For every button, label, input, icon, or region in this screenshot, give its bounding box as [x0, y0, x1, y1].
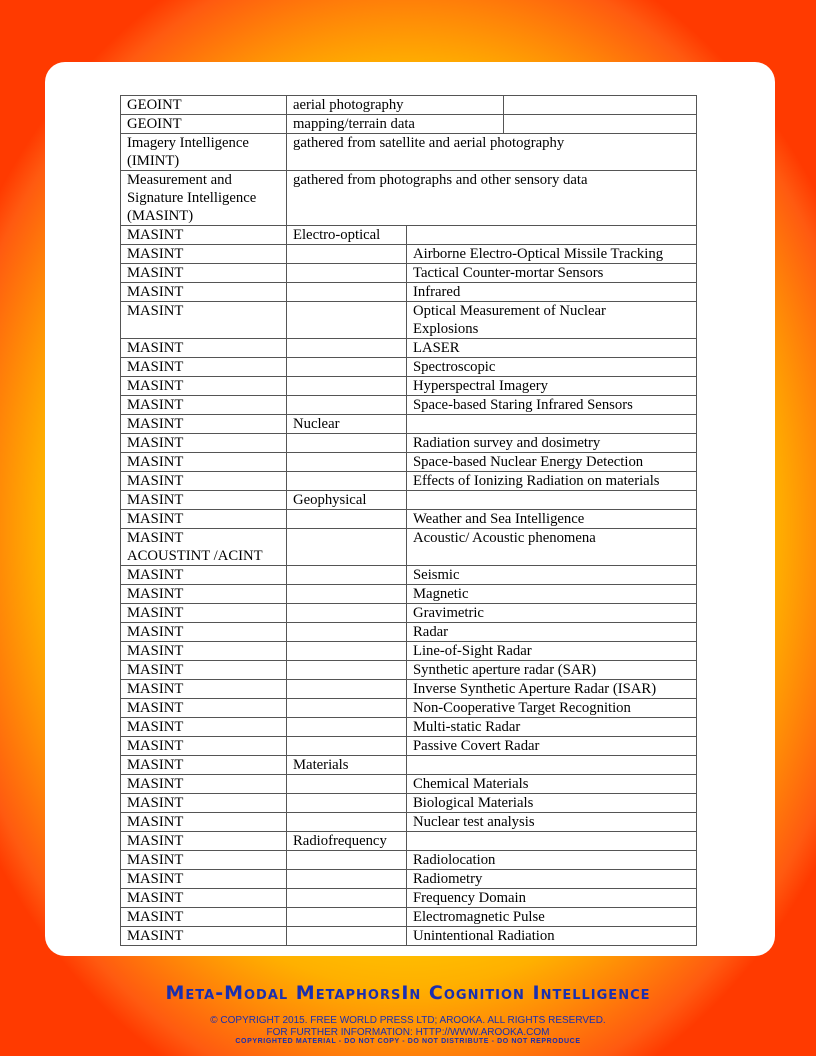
cell-text-line: Explosions — [413, 321, 479, 337]
table-cell-c1 — [121, 491, 287, 510]
table-row — [121, 642, 697, 661]
cell-text-line: Radar — [413, 624, 449, 640]
table-cell-c1 — [121, 604, 287, 623]
table-cell-c1 — [121, 245, 287, 264]
table-cell-c2 — [287, 510, 407, 529]
table-cell-c1 — [121, 718, 287, 737]
cell-text-line: Acoustic/ Acoustic phenomena — [413, 530, 596, 546]
cell-text-line: MASINT — [127, 586, 184, 602]
cell-text-line: Infrared — [413, 284, 461, 300]
table-row — [121, 529, 697, 566]
table-cell-c3 — [407, 283, 697, 302]
table-cell-c3 — [407, 623, 697, 642]
table-cell-c1 — [121, 134, 287, 171]
table-cell-c1 — [121, 339, 287, 358]
table-row — [121, 870, 697, 889]
table-row — [121, 908, 697, 927]
table-cell-c3 — [407, 510, 697, 529]
cell-text-line: Passive Covert Radar — [413, 738, 540, 754]
table-row — [121, 832, 697, 851]
cell-text-line: Nuclear — [293, 416, 340, 432]
table-row — [121, 283, 697, 302]
table-cell-c2 — [287, 171, 697, 226]
cell-text-line: Spectroscopic — [413, 359, 496, 375]
table-cell-c2 — [287, 927, 407, 946]
cell-text-line: MASINT — [127, 833, 184, 849]
table-cell-c2 — [287, 756, 407, 775]
cell-text-line: Gravimetric — [413, 605, 484, 621]
table-cell-c3 — [407, 415, 697, 434]
table-row — [121, 415, 697, 434]
table-cell-c1 — [121, 96, 287, 115]
table-cell-c2 — [287, 585, 407, 604]
cell-text-line: Radiofrequency — [293, 833, 387, 849]
cell-text-line: Materials — [293, 757, 349, 773]
table-row — [121, 491, 697, 510]
table-cell-c2 — [287, 115, 504, 134]
table-cell-c3 — [407, 832, 697, 851]
cell-text-line: MASINT — [127, 530, 184, 546]
table-cell-c3 — [407, 889, 697, 908]
cell-text-line: MASINT — [127, 284, 184, 300]
cell-text-line: MASINT — [127, 624, 184, 640]
table-cell-c1 — [121, 623, 287, 642]
page-card — [45, 62, 775, 956]
table-cell-c1 — [121, 396, 287, 415]
table-cell-c1 — [121, 680, 287, 699]
cell-text-line: gathered from photographs and other sensory data — [293, 172, 588, 188]
table-cell-c1 — [121, 889, 287, 908]
table-cell-c1 — [121, 870, 287, 889]
table-row — [121, 377, 697, 396]
cell-text-line: (MASINT) — [127, 208, 194, 224]
table-row — [121, 851, 697, 870]
intelligence-table — [120, 95, 697, 946]
table-cell-c2 — [287, 339, 407, 358]
cell-text-line: Multi-static Radar — [413, 719, 521, 735]
cell-text-line: MASINT — [127, 814, 184, 830]
table-cell-c3 — [407, 699, 697, 718]
cell-text-line: Hyperspectral Imagery — [413, 378, 548, 394]
cell-text-line: ACOUSTINT /ACINT — [127, 548, 263, 564]
table-row — [121, 358, 697, 377]
table-cell-c1 — [121, 813, 287, 832]
cell-text-line: Biological Materials — [413, 795, 534, 811]
footer-info-link: FOR FURTHER INFORMATION: HTTP://WWW.AROOKA.COM — [266, 1027, 550, 1038]
table-cell-c1 — [121, 794, 287, 813]
table-cell-c3 — [407, 264, 697, 283]
cell-text-line: MASINT — [127, 435, 184, 451]
cell-text-line: MASINT — [127, 303, 184, 319]
table-cell-c2 — [287, 794, 407, 813]
cell-text-line: Imagery Intelligence — [127, 135, 249, 151]
table-cell-c2 — [287, 302, 407, 339]
table-cell-c2 — [287, 491, 407, 510]
table-cell-c2 — [287, 718, 407, 737]
cell-text-line: mapping/terrain data — [293, 116, 415, 132]
table-cell-c1 — [121, 585, 287, 604]
table-cell-c1 — [121, 756, 287, 775]
cell-text-line: MASINT — [127, 890, 184, 906]
table-row — [121, 115, 697, 134]
table-row — [121, 585, 697, 604]
table-cell-c3 — [407, 718, 697, 737]
table-cell-c1 — [121, 908, 287, 927]
cell-text-line: Space-based Staring Infrared Sensors — [413, 397, 633, 413]
table-cell-c1 — [121, 472, 287, 491]
footer-notice: COPYRIGHTED MATERIAL - DO NOT COPY - DO NOT DISTRIBUTE - DO NOT REPRODUCE — [235, 1038, 581, 1045]
cell-text-line: MASINT — [127, 397, 184, 413]
table-cell-c2 — [287, 226, 407, 245]
cell-text-line: MASINT — [127, 757, 184, 773]
table-cell-c3 — [407, 245, 697, 264]
cell-text-line: Electromagnetic Pulse — [413, 909, 545, 925]
table-cell-c2 — [287, 870, 407, 889]
table-cell-c1 — [121, 358, 287, 377]
table-cell-c2 — [287, 358, 407, 377]
table-cell-c1 — [121, 699, 287, 718]
cell-text-line: Line-of-Sight Radar — [413, 643, 532, 659]
table-row — [121, 245, 697, 264]
cell-text-line: Radiometry — [413, 871, 483, 887]
table-row — [121, 604, 697, 623]
cell-text-line: Effects of Ionizing Radiation on materials — [413, 473, 660, 489]
cell-text-line: MASINT — [127, 681, 184, 697]
table-row — [121, 737, 697, 756]
table-cell-c2 — [287, 851, 407, 870]
table-cell-c2 — [287, 661, 407, 680]
cell-text-line: Weather and Sea Intelligence — [413, 511, 585, 527]
cell-text-line: Frequency Domain — [413, 890, 526, 906]
cell-text-line: MASINT — [127, 359, 184, 375]
table-cell-c1 — [121, 264, 287, 283]
table-row — [121, 302, 697, 339]
cell-text-line: Non-Cooperative Target Recognition — [413, 700, 631, 716]
table-cell-c2 — [287, 134, 697, 171]
table-cell-c3 — [407, 434, 697, 453]
table-cell-c2 — [287, 245, 407, 264]
cell-text-line: LASER — [413, 340, 460, 356]
table-row — [121, 680, 697, 699]
table-row — [121, 264, 697, 283]
table-cell-c2 — [287, 623, 407, 642]
table-cell-c1 — [121, 171, 287, 226]
table-cell-c1 — [121, 566, 287, 585]
cell-text-line: Radiation survey and dosimetry — [413, 435, 601, 451]
cell-text-line: MASINT — [127, 795, 184, 811]
cell-text-line: MASINT — [127, 643, 184, 659]
table-cell-c3 — [407, 661, 697, 680]
cell-text-line: Radiolocation — [413, 852, 496, 868]
table-cell-c1 — [121, 832, 287, 851]
table-cell-c1 — [121, 377, 287, 396]
cell-text-line: Signature Intelligence — [127, 190, 257, 206]
table-cell-c1 — [121, 642, 287, 661]
cell-text-line: Space-based Nuclear Energy Detection — [413, 454, 644, 470]
table-cell-c1 — [121, 415, 287, 434]
cell-text-line: MASINT — [127, 909, 184, 925]
table-cell-c3 — [407, 680, 697, 699]
cell-text-line: Geophysical — [293, 492, 367, 508]
table-cell-c3 — [407, 604, 697, 623]
cell-text-line: Inverse Synthetic Aperture Radar (ISAR) — [413, 681, 657, 697]
table-cell-c2 — [287, 832, 407, 851]
table-row — [121, 472, 697, 491]
cell-text-line: Nuclear test analysis — [413, 814, 535, 830]
table-row — [121, 794, 697, 813]
table-cell-c3 — [407, 870, 697, 889]
table-cell-c2 — [287, 566, 407, 585]
table-cell-c1 — [121, 302, 287, 339]
cell-text-line: GEOINT — [127, 97, 182, 113]
cell-text-line: Magnetic — [413, 586, 469, 602]
cell-text-line: MASINT — [127, 340, 184, 356]
table-cell-c1 — [121, 510, 287, 529]
cell-text-line: MASINT — [127, 378, 184, 394]
table-cell-c2 — [287, 396, 407, 415]
table-cell-c3 — [407, 737, 697, 756]
cell-text-line: MASINT — [127, 928, 184, 944]
table-cell-c3 — [407, 302, 697, 339]
cell-text-line: GEOINT — [127, 116, 182, 132]
cell-text-line: MASINT — [127, 871, 184, 887]
table-row — [121, 566, 697, 585]
table-row — [121, 396, 697, 415]
table-row — [121, 134, 697, 171]
table-cell-c2 — [287, 889, 407, 908]
cell-text-line: Tactical Counter-mortar Sensors — [413, 265, 604, 281]
table-cell-c2 — [287, 680, 407, 699]
cell-text-line: aerial photography — [293, 97, 404, 113]
table-cell-c2 — [287, 604, 407, 623]
table-cell-c3 — [407, 529, 697, 566]
footer-title: Meta-Modal MetaphorsIn Cognition Intelligence — [165, 982, 651, 1004]
table-row — [121, 699, 697, 718]
table-cell-c3 — [407, 491, 697, 510]
table-cell-c3 — [407, 851, 697, 870]
table-row — [121, 171, 697, 226]
table-cell-c2 — [287, 96, 504, 115]
table-cell-c2 — [287, 377, 407, 396]
table-cell-c3 — [504, 115, 697, 134]
table-row — [121, 813, 697, 832]
table-cell-c2 — [287, 699, 407, 718]
table-cell-c2 — [287, 264, 407, 283]
table-cell-c1 — [121, 851, 287, 870]
cell-text-line: MASINT — [127, 738, 184, 754]
cell-text-line: MASINT — [127, 473, 184, 489]
table-row — [121, 775, 697, 794]
cell-text-line: (IMINT) — [127, 153, 180, 169]
table-cell-c3 — [407, 358, 697, 377]
table-row — [121, 623, 697, 642]
table-cell-c2 — [287, 283, 407, 302]
cell-text-line: Synthetic aperture radar (SAR) — [413, 662, 597, 678]
table-cell-c1 — [121, 927, 287, 946]
cell-text-line: MASINT — [127, 227, 184, 243]
table-cell-c3 — [407, 642, 697, 661]
table-cell-c3 — [407, 377, 697, 396]
table-cell-c1 — [121, 283, 287, 302]
cell-text-line: MASINT — [127, 719, 184, 735]
table-row — [121, 96, 697, 115]
table-cell-c2 — [287, 472, 407, 491]
cell-text-line: MASINT — [127, 454, 184, 470]
table-cell-c3 — [407, 472, 697, 491]
table-cell-c3 — [407, 585, 697, 604]
table-cell-c3 — [407, 775, 697, 794]
cell-text-line: MASINT — [127, 492, 184, 508]
table-row — [121, 226, 697, 245]
table-row — [121, 927, 697, 946]
table-cell-c2 — [287, 813, 407, 832]
cell-text-line: MASINT — [127, 246, 184, 262]
table-cell-c1 — [121, 529, 287, 566]
table-cell-c1 — [121, 661, 287, 680]
cell-text-line: MASINT — [127, 776, 184, 792]
cell-text-line: Chemical Materials — [413, 776, 529, 792]
cell-text-line: gathered from satellite and aerial photography — [293, 135, 565, 151]
table-cell-c3 — [407, 453, 697, 472]
cell-text-line: Airborne Electro-Optical Missile Tracking — [413, 246, 664, 262]
footer-copyright: © COPYRIGHT 2015. FREE WORLD PRESS LTD; AROOKA. ALL RIGHTS RESERVED. — [210, 1015, 606, 1026]
table-cell-c1 — [121, 737, 287, 756]
table-cell-c2 — [287, 908, 407, 927]
table-row — [121, 434, 697, 453]
table-cell-c2 — [287, 737, 407, 756]
table-row — [121, 718, 697, 737]
table-cell-c3 — [407, 566, 697, 585]
table-body — [121, 96, 697, 946]
table-row — [121, 661, 697, 680]
table-cell-c1 — [121, 453, 287, 472]
table-row — [121, 339, 697, 358]
table-cell-c2 — [287, 434, 407, 453]
table-cell-c3 — [407, 908, 697, 927]
cell-text-line: Seismic — [413, 567, 460, 583]
cell-text-line: MASINT — [127, 511, 184, 527]
table-cell-c2 — [287, 453, 407, 472]
cell-text-line: MASINT — [127, 700, 184, 716]
table-cell-c3 — [407, 794, 697, 813]
table-row — [121, 510, 697, 529]
table-cell-c2 — [287, 529, 407, 566]
table-row — [121, 756, 697, 775]
table-cell-c2 — [287, 775, 407, 794]
table-cell-c3 — [407, 927, 697, 946]
table-cell-c2 — [287, 415, 407, 434]
cell-text-line: MASINT — [127, 416, 184, 432]
table-cell-c3 — [407, 226, 697, 245]
cell-text-line: Measurement and — [127, 172, 232, 188]
cell-text-line: Electro-optical — [293, 227, 381, 243]
table-cell-c3 — [407, 756, 697, 775]
table-row — [121, 889, 697, 908]
table-cell-c1 — [121, 115, 287, 134]
cell-text-line: MASINT — [127, 662, 184, 678]
cell-text-line: MASINT — [127, 265, 184, 281]
table-cell-c3 — [504, 96, 697, 115]
table-cell-c1 — [121, 434, 287, 453]
cell-text-line: MASINT — [127, 567, 184, 583]
table-cell-c3 — [407, 396, 697, 415]
cell-text-line: Optical Measurement of Nuclear — [413, 303, 606, 319]
table-cell-c1 — [121, 226, 287, 245]
cell-text-line: MASINT — [127, 852, 184, 868]
cell-text-line: MASINT — [127, 605, 184, 621]
table-cell-c1 — [121, 775, 287, 794]
table-cell-c3 — [407, 339, 697, 358]
table-row — [121, 453, 697, 472]
cell-text-line: Unintentional Radiation — [413, 928, 555, 944]
table-cell-c3 — [407, 813, 697, 832]
table-cell-c2 — [287, 642, 407, 661]
